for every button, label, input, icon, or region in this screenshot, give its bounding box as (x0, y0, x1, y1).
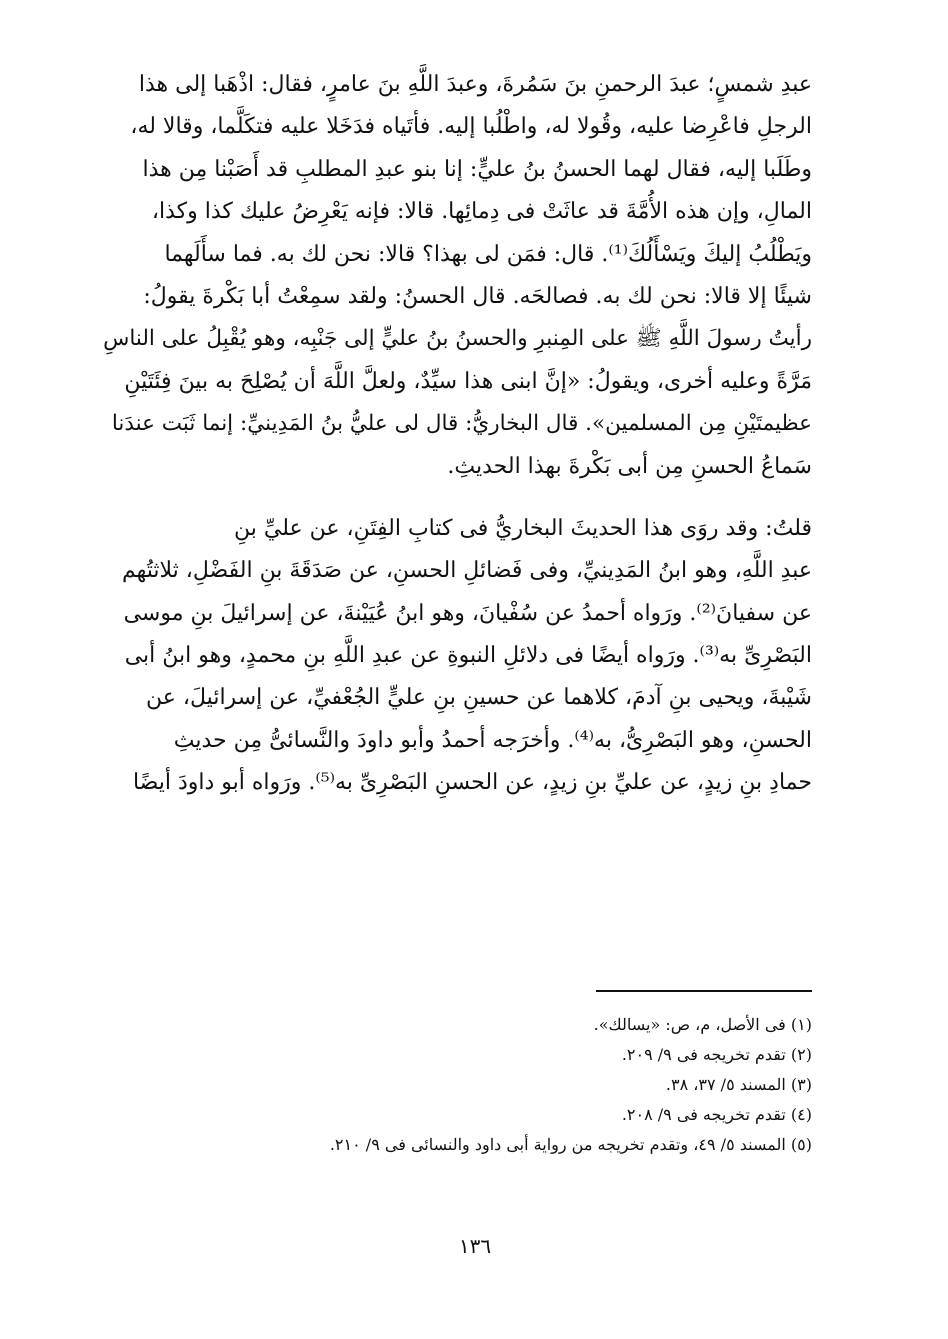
text-line: مَرَّةً وعليه أخرى، ويقولُ: «إنَّ ابنى هذا سيِّدٌ، ولعلَّ اللَّهَ أن يُصْلِحَ به بينَ فِئَتَيْنِ (124, 368, 812, 394)
text-line: رأيتُ رسولَ اللَّهِ ﷺ على المِنبرِ والحسنُ بنُ عليٍّ إلى جَنْبِه، وهو يُقْبِلُ على الناسِ (103, 326, 812, 352)
text-line: حمادِ بنِ زيدٍ، عن عليِّ بنِ زيدٍ، عن الحسنِ البَصْرِىِّ به⁽⁵⁾. ورَواه أبو داودَ أيضًا (132, 770, 812, 796)
main-text (100, 64, 812, 805)
text-line: الرجلِ فاعْرِضا عليه، وقُولا له، واطْلُبا إليه. فأتَياه فدَخَلا عليه فتكَلَّما، وقالا له، (130, 114, 812, 140)
footnote: (٥) المسند ٥/ ٤٩، وتقدم تخريجه من رواية أبى داود والنسائى فى ٩/ ٢١٠. (329, 1135, 812, 1154)
footnote-separator (596, 990, 812, 992)
text-line: الحسنِ، وهو البَصْرِىُّ، به⁽⁴⁾. وأخرَجه أحمدُ وأبو داودَ والنَّسائىُّ مِن حديثِ (173, 727, 812, 753)
footnote: (٢) تقدم تخريجه فى ٩/ ٢٠٩. (621, 1045, 812, 1064)
text-line: البَصْرِىِّ به⁽³⁾. ورَواه أيضًا فى دلائلِ النبوةِ عن عبدِ اللَّهِ بنِ محمدٍ، وهو ابنُ أبى (124, 643, 812, 669)
text-line: شَيْبةَ، ويحيى بنِ آدمَ، كلاهما عن حسينِ بنِ عليٍّ الجُعْفيِّ، عن إسرائيلَ، عن (146, 685, 812, 711)
footnote: (٤) تقدم تخريجه فى ٩/ ٢٠٨. (621, 1105, 812, 1124)
text-line: عظيمتَيْنِ مِن المسلمين». قال البخاريُّ: قال لى عليُّ بنُ المَدِينيِّ: إنما ثَبَت عندَنا (111, 411, 812, 437)
text-line: وطَلَبا إليه، فقال لهما الحسنُ بنُ عليٍّ: إنا بنو عبدِ المطلبِ قد أَصَبْنا مِن هذا (142, 156, 812, 182)
text-line: المالِ، وإن هذه الأُمَّةَ قد عاثَتْ فى دِمائِها. قالا: فإنه يَعْرِضُ عليك كذا وكذا، (151, 199, 812, 225)
text-line: شيئًا إلا قالا: نحن لك به. فصالحَه. قال الحسنُ: ولقد سمِعْتُ أبا بَكْرةَ يقولُ: (143, 283, 812, 309)
text-line: ويَطْلُبُ إليكَ ويَسْأَلُكَ⁽¹⁾. قال: فمَن لى بهذا؟ قالا: نحن لك به. فما سأَلَهما (164, 241, 812, 267)
footnote: (٣) المسند ٥/ ٣٧، ٣٨. (665, 1075, 812, 1094)
footnote: (١) فى الأصل، م، ص: «يسالك». (593, 1015, 812, 1034)
text-line: عبدِ اللَّهِ، وهو ابنُ المَدِينيِّ، وفى فَضائلِ الحسنِ، عن صَدَقَةَ بنِ الفَضْلِ، ثلاثتُهم (122, 558, 812, 584)
footnotes (100, 1010, 812, 1160)
text-line: قلتُ: وقد روَى هذا الحديثَ البخاريُّ فى كتابِ الفِتَنِ، عن عليِّ بنِ (234, 515, 812, 541)
text-line: سَماعُ الحسنِ مِن أبى بَكْرةَ بهذا الحديثِ. (447, 453, 812, 479)
paragraph-gap (100, 488, 812, 508)
page-number: ١٣٦ (458, 1234, 492, 1258)
text-line: عبدِ شمسٍ؛ عبدَ الرحمنِ بنَ سَمُرةَ، وعبدَ اللَّهِ بنَ عامرٍ، فقال: اذْهَبا إلى هذا (138, 72, 812, 97)
text-line: عن سفيانَ⁽²⁾. ورَواه أحمدُ عن سُفْيانَ، وهو ابنُ عُيَيْنةَ، عن إسرائيلَ بنِ موسى (123, 600, 812, 626)
